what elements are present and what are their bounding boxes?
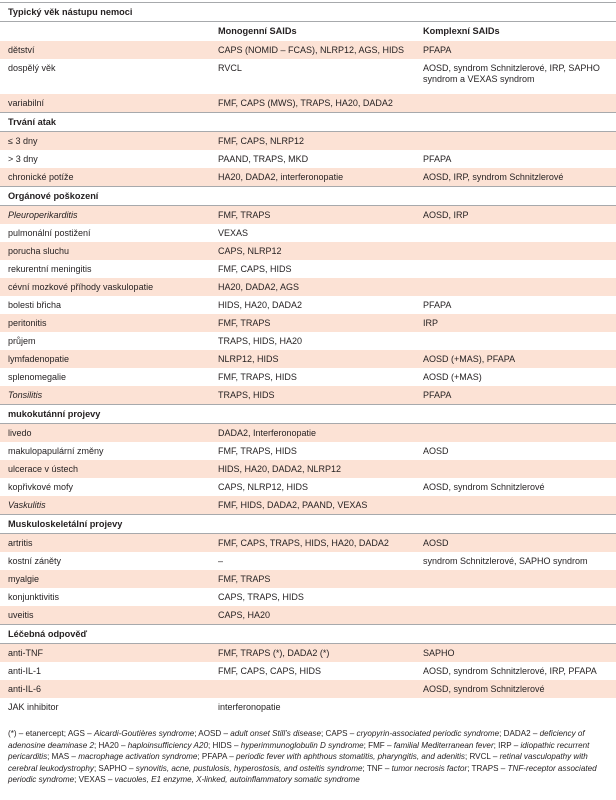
complex-cell — [415, 332, 616, 350]
row-label: JAK inhibitor — [0, 698, 210, 716]
row-label: makulopapulární změny — [0, 442, 210, 460]
table-section-header — [0, 625, 616, 644]
monogenic-cell: FMF, CAPS (MWS), TRAPS, HA20, DADA2 — [210, 94, 415, 113]
complex-cell: AOSD, syndrom Schnitzlerové, IRP, PFAPA — [415, 662, 616, 680]
row-label: Pleuroperikarditis — [0, 206, 210, 225]
table-row — [0, 314, 616, 332]
complex-cell: AOSD, syndrom Schnitzlerové — [415, 478, 616, 496]
footnote-text: ; IRP – — [493, 740, 521, 750]
monogenic-cell — [210, 680, 415, 698]
footnote-text: ; HA20 – — [93, 740, 128, 750]
table-row — [0, 570, 616, 588]
monogenic-cell: CAPS, TRAPS, HIDS — [210, 588, 415, 606]
row-label: dětství — [0, 41, 210, 59]
monogenic-cell: FMF, TRAPS, HIDS — [210, 368, 415, 386]
complex-cell: AOSD (+MAS) — [415, 368, 616, 386]
footnote-term: hyperimmunoglobulin D syndrome — [240, 740, 364, 750]
row-label: bolesti břicha — [0, 296, 210, 314]
row-label: Tonsilitis — [0, 386, 210, 405]
section-title: mukokutánní projevy — [0, 405, 616, 424]
monogenic-cell: DADA2, Interferonopatie — [210, 424, 415, 443]
footnote-text: ; FMF – — [363, 740, 394, 750]
table-row — [0, 698, 616, 716]
monogenic-cell: FMF, TRAPS (*), DADA2 (*) — [210, 644, 415, 663]
table-row — [0, 168, 616, 187]
footnote-term: macrophage activation syndrome — [78, 752, 198, 762]
row-label: splenomegalie — [0, 368, 210, 386]
monogenic-cell: HIDS, HA20, DADA2 — [210, 296, 415, 314]
complex-cell: PFAPA — [415, 386, 616, 405]
column-header-complex: Komplexní SAIDs — [423, 26, 500, 36]
complex-cell: AOSD, syndrom Schnitzlerové — [415, 680, 616, 698]
row-label: anti-IL-1 — [0, 662, 210, 680]
complex-cell: AOSD — [415, 534, 616, 553]
footnote-text: ; TRAPS – — [467, 763, 508, 773]
column-header-row — [0, 22, 616, 42]
footnote-term: retinal vasculopathy with cerebral leukodystrophy — [8, 752, 588, 773]
complex-cell — [415, 278, 616, 296]
row-label: cévní mozkové příhody vaskulopatie — [0, 278, 210, 296]
row-label: průjem — [0, 332, 210, 350]
row-label: livedo — [0, 424, 210, 443]
footnote-text: ; RVCL – — [464, 752, 500, 762]
footnote-term: Aicardi-Goutières syndrome — [93, 729, 195, 738]
complex-cell — [415, 496, 616, 515]
footnote-text: (*) – etanercept; AGS – — [8, 729, 94, 738]
table-row — [0, 242, 616, 260]
row-label: myalgie — [0, 570, 210, 588]
footnote-term: TNF-receptor associated periodic syndrome — [8, 763, 597, 785]
table-row — [0, 150, 616, 168]
complex-cell: AOSD (+MAS), PFAPA — [415, 350, 616, 368]
complex-cell — [415, 460, 616, 478]
monogenic-cell: HA20, DADA2, AGS — [210, 278, 415, 296]
footnote-text: ; AOSD – — [194, 729, 231, 738]
complex-cell — [415, 698, 616, 716]
table-row — [0, 606, 616, 625]
complex-cell — [415, 588, 616, 606]
row-label: artritis — [0, 534, 210, 553]
section-title: Typický věk nástupu nemoci — [0, 3, 616, 22]
row-label: pulmonální postižení — [0, 224, 210, 242]
row-label: variabilní — [0, 94, 210, 113]
table-row — [0, 496, 616, 515]
table-section-header — [0, 405, 616, 424]
table-row — [0, 386, 616, 405]
table-body — [0, 3, 616, 717]
table-section-header — [0, 3, 616, 22]
monogenic-cell: FMF, TRAPS — [210, 570, 415, 588]
complex-cell — [415, 132, 616, 151]
complex-cell — [415, 424, 616, 443]
footnote-text: ; SAPHO – — [93, 763, 136, 773]
table-row — [0, 662, 616, 680]
row-label: kostní záněty — [0, 552, 210, 570]
section-title: Muskuloskeletální projevy — [0, 515, 616, 534]
table-row — [0, 350, 616, 368]
complex-cell: IRP — [415, 314, 616, 332]
monogenic-cell: FMF, TRAPS, HIDS — [210, 442, 415, 460]
table-row — [0, 552, 616, 570]
monogenic-cell: HA20, DADA2, interferonopatie — [210, 168, 415, 187]
monogenic-cell: FMF, CAPS, NLRP12 — [210, 132, 415, 151]
row-label: dospělý věk — [0, 59, 210, 94]
footnote-term: tumor necrosis factor — [391, 763, 468, 773]
footnote-text: ; HIDS – — [207, 740, 241, 750]
monogenic-cell: interferonopatie — [210, 698, 415, 716]
footnote-text: ; CAPS – — [321, 729, 357, 738]
row-label: ≤ 3 dny — [0, 132, 210, 151]
table-row — [0, 278, 616, 296]
footnote-term: haploinsufficiency A20 — [127, 740, 208, 750]
table-section-header — [0, 113, 616, 132]
row-label: peritonitis — [0, 314, 210, 332]
table-row — [0, 460, 616, 478]
table-row — [0, 260, 616, 278]
table-row — [0, 94, 616, 113]
table-footnote — [0, 716, 616, 786]
footnote-text: ; DADA2 – — [499, 729, 540, 738]
table-section-header — [0, 515, 616, 534]
row-label: chronické potíže — [0, 168, 210, 187]
row-label: rekurentní meningitis — [0, 260, 210, 278]
monogenic-cell: – — [210, 552, 415, 570]
table-row — [0, 59, 616, 94]
complex-cell — [415, 242, 616, 260]
row-label: Vaskulitis — [0, 496, 210, 515]
section-title: Léčebná odpověď — [0, 625, 616, 644]
column-header-monogenic: Monogenní SAIDs — [218, 26, 297, 36]
table-row — [0, 368, 616, 386]
footnote-term: familial Mediterranean fever — [393, 740, 494, 750]
monogenic-cell: HIDS, HA20, DADA2, NLRP12 — [210, 460, 415, 478]
table-row — [0, 680, 616, 698]
monogenic-cell: FMF, TRAPS — [210, 314, 415, 332]
table-row — [0, 206, 616, 225]
table-row — [0, 296, 616, 314]
row-label: uveitis — [0, 606, 210, 625]
monogenic-cell: CAPS (NOMID – FCAS), NLRP12, AGS, HIDS — [210, 41, 415, 59]
monogenic-cell: FMF, HIDS, DADA2, PAAND, VEXAS — [210, 496, 415, 515]
monogenic-cell: CAPS, HA20 — [210, 606, 415, 625]
footnote-text: ; TNF – — [362, 763, 392, 773]
row-label: porucha sluchu — [0, 242, 210, 260]
section-title: Trvání atak — [0, 113, 616, 132]
table-row — [0, 478, 616, 496]
complex-cell — [415, 94, 616, 113]
footnote-text: ; MAS – — [47, 752, 79, 762]
complex-cell: AOSD, IRP, syndrom Schnitzlerové — [415, 168, 616, 187]
complex-cell: syndrom Schnitzlerové, SAPHO syndrom — [415, 552, 616, 570]
complex-cell — [415, 606, 616, 625]
complex-cell: PFAPA — [415, 150, 616, 168]
complex-cell: AOSD, IRP — [415, 206, 616, 225]
monogenic-cell: TRAPS, HIDS — [210, 386, 415, 405]
table-section-header — [0, 187, 616, 206]
monogenic-cell: FMF, TRAPS — [210, 206, 415, 225]
row-label: > 3 dny — [0, 150, 210, 168]
sAIDs-table — [0, 2, 616, 716]
monogenic-cell: CAPS, NLRP12 — [210, 242, 415, 260]
row-label: kopřivkové mofy — [0, 478, 210, 496]
table-row — [0, 424, 616, 443]
footnote-term: cryopyrin-associated periodic syndrome — [356, 729, 500, 738]
table-row — [0, 588, 616, 606]
table-row — [0, 224, 616, 242]
row-label: anti-IL-6 — [0, 680, 210, 698]
row-label: konjunktivitis — [0, 588, 210, 606]
table-row — [0, 644, 616, 663]
column-header-blank — [0, 22, 210, 42]
complex-cell: PFAPA — [415, 41, 616, 59]
footnote-text: ; PFAPA – — [197, 752, 236, 762]
footnote-term: vacuoles, E1 enzyme, X-linked, autoinflammatory somatic syndrome — [114, 775, 360, 785]
row-label: ulcerace v ústech — [0, 460, 210, 478]
monogenic-cell: NLRP12, HIDS — [210, 350, 415, 368]
complex-cell — [415, 224, 616, 242]
row-label: anti-TNF — [0, 644, 210, 663]
complex-cell — [415, 570, 616, 588]
footnote-term: idiopathic recurrent pericarditis — [8, 740, 590, 762]
complex-cell: AOSD, syndrom Schnitzlerové, IRP, SAPHO syndrom a VEXAS syndrom — [415, 59, 616, 94]
monogenic-cell: FMF, CAPS, TRAPS, HIDS, HA20, DADA2 — [210, 534, 415, 553]
table-row — [0, 132, 616, 151]
monogenic-cell: CAPS, NLRP12, HIDS — [210, 478, 415, 496]
monogenic-cell: FMF, CAPS, CAPS, HIDS — [210, 662, 415, 680]
row-label: lymfadenopatie — [0, 350, 210, 368]
table-row — [0, 332, 616, 350]
monogenic-cell: TRAPS, HIDS, HA20 — [210, 332, 415, 350]
footnote-text: ; VEXAS – — [74, 775, 115, 785]
complex-cell: AOSD — [415, 442, 616, 460]
table-row — [0, 41, 616, 59]
monogenic-cell: FMF, CAPS, HIDS — [210, 260, 415, 278]
section-title: Orgánové poškození — [0, 187, 616, 206]
footnote-term: deficiency of adenosine deaminase 2 — [8, 729, 585, 750]
table-row — [0, 442, 616, 460]
monogenic-cell: VEXAS — [210, 224, 415, 242]
complex-cell — [415, 260, 616, 278]
monogenic-cell: RVCL — [210, 59, 415, 94]
complex-cell: SAPHO — [415, 644, 616, 663]
complex-cell: PFAPA — [415, 296, 616, 314]
table-row — [0, 534, 616, 553]
footnote-term: periodic fever with aphthous stomatitis, pharyngitis, and adenitis — [235, 752, 465, 762]
footnote-term: synovitis, acne, pustulosis, hyperostosis, and osteitis syndrome — [135, 763, 363, 773]
monogenic-cell: PAAND, TRAPS, MKD — [210, 150, 415, 168]
footnote-term: adult onset Still’s disease — [230, 729, 321, 738]
